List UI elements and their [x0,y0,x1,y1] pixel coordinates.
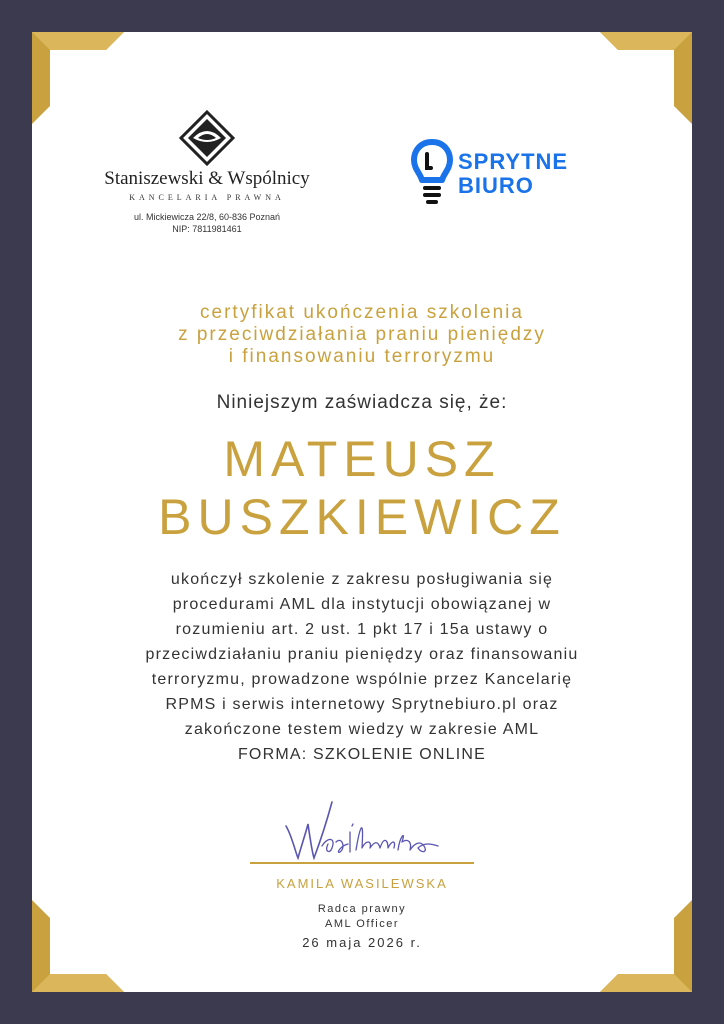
certificate-title [32,302,692,368]
partner-logo-text [458,150,568,198]
signature-line [250,862,474,864]
firm-emblem-icon [179,110,235,166]
partner-logo-line-2: BIURO [458,173,534,198]
certificate-page [32,32,692,992]
corner-ornament-top-right [600,32,692,124]
partner-logo-line-1: SPRYTNE [458,149,569,174]
handwritten-signature [278,796,448,866]
certificate-title-line: certyfikat ukończenia szkolenia [200,302,524,323]
body-line: RPMS i serwis internetowy Sprytnebiuro.pl oraz [165,696,559,713]
certificate-body [72,567,652,767]
signer-role-line: Radca prawny [317,903,407,915]
body-line: ukończył szkolenie z zakresu posługiwania się [170,571,554,588]
body-line: procedurami AML dla instytucji obowiązanej w [172,596,552,613]
signer-role-line: AML Officer [325,918,399,930]
lightbulb-icon [410,138,454,208]
firm-nip: NIP: 7811981461 [172,224,242,234]
firm-address-block [102,211,312,235]
recipient-name [32,430,692,546]
recipient-last-name: BUSZKIEWICZ [158,489,566,545]
firm-address: ul. Mickiewicza 22/8, 60-836 Poznań [133,212,281,222]
certificate-title-line: z przeciwdziałania praniu pieniędzy [178,324,546,345]
training-form: FORMA: SZKOLENIE ONLINE [237,746,487,763]
firm-logo [102,110,312,235]
issue-date: 26 maja 2026 r. [302,935,422,950]
firm-subtitle: KANCELARIA PRAWNA [129,193,285,202]
firm-name: Staniszewski & Wspólnicy [104,168,310,189]
signer-role [32,902,692,932]
body-line: zakończone testem wiedzy w zakresie AML [184,721,540,738]
body-line: terroryzmu, prowadzone wspólnie przez Kancelarię [151,671,573,688]
body-line: przeciwdziałaniu praniu pieniędzy oraz finansowaniu [145,646,579,663]
recipient-first-name: MATEUSZ [223,431,501,487]
body-line: rozumieniu art. 2 ust. 1 pkt 17 i 15a ustawy o [175,621,549,638]
signer-name: KAMILA WASILEWSKA [276,876,448,891]
certificate-title-line: i finansowaniu terroryzmu [228,346,496,367]
certificate-intro: Niniejszym zaświadcza się, że: [216,392,508,413]
